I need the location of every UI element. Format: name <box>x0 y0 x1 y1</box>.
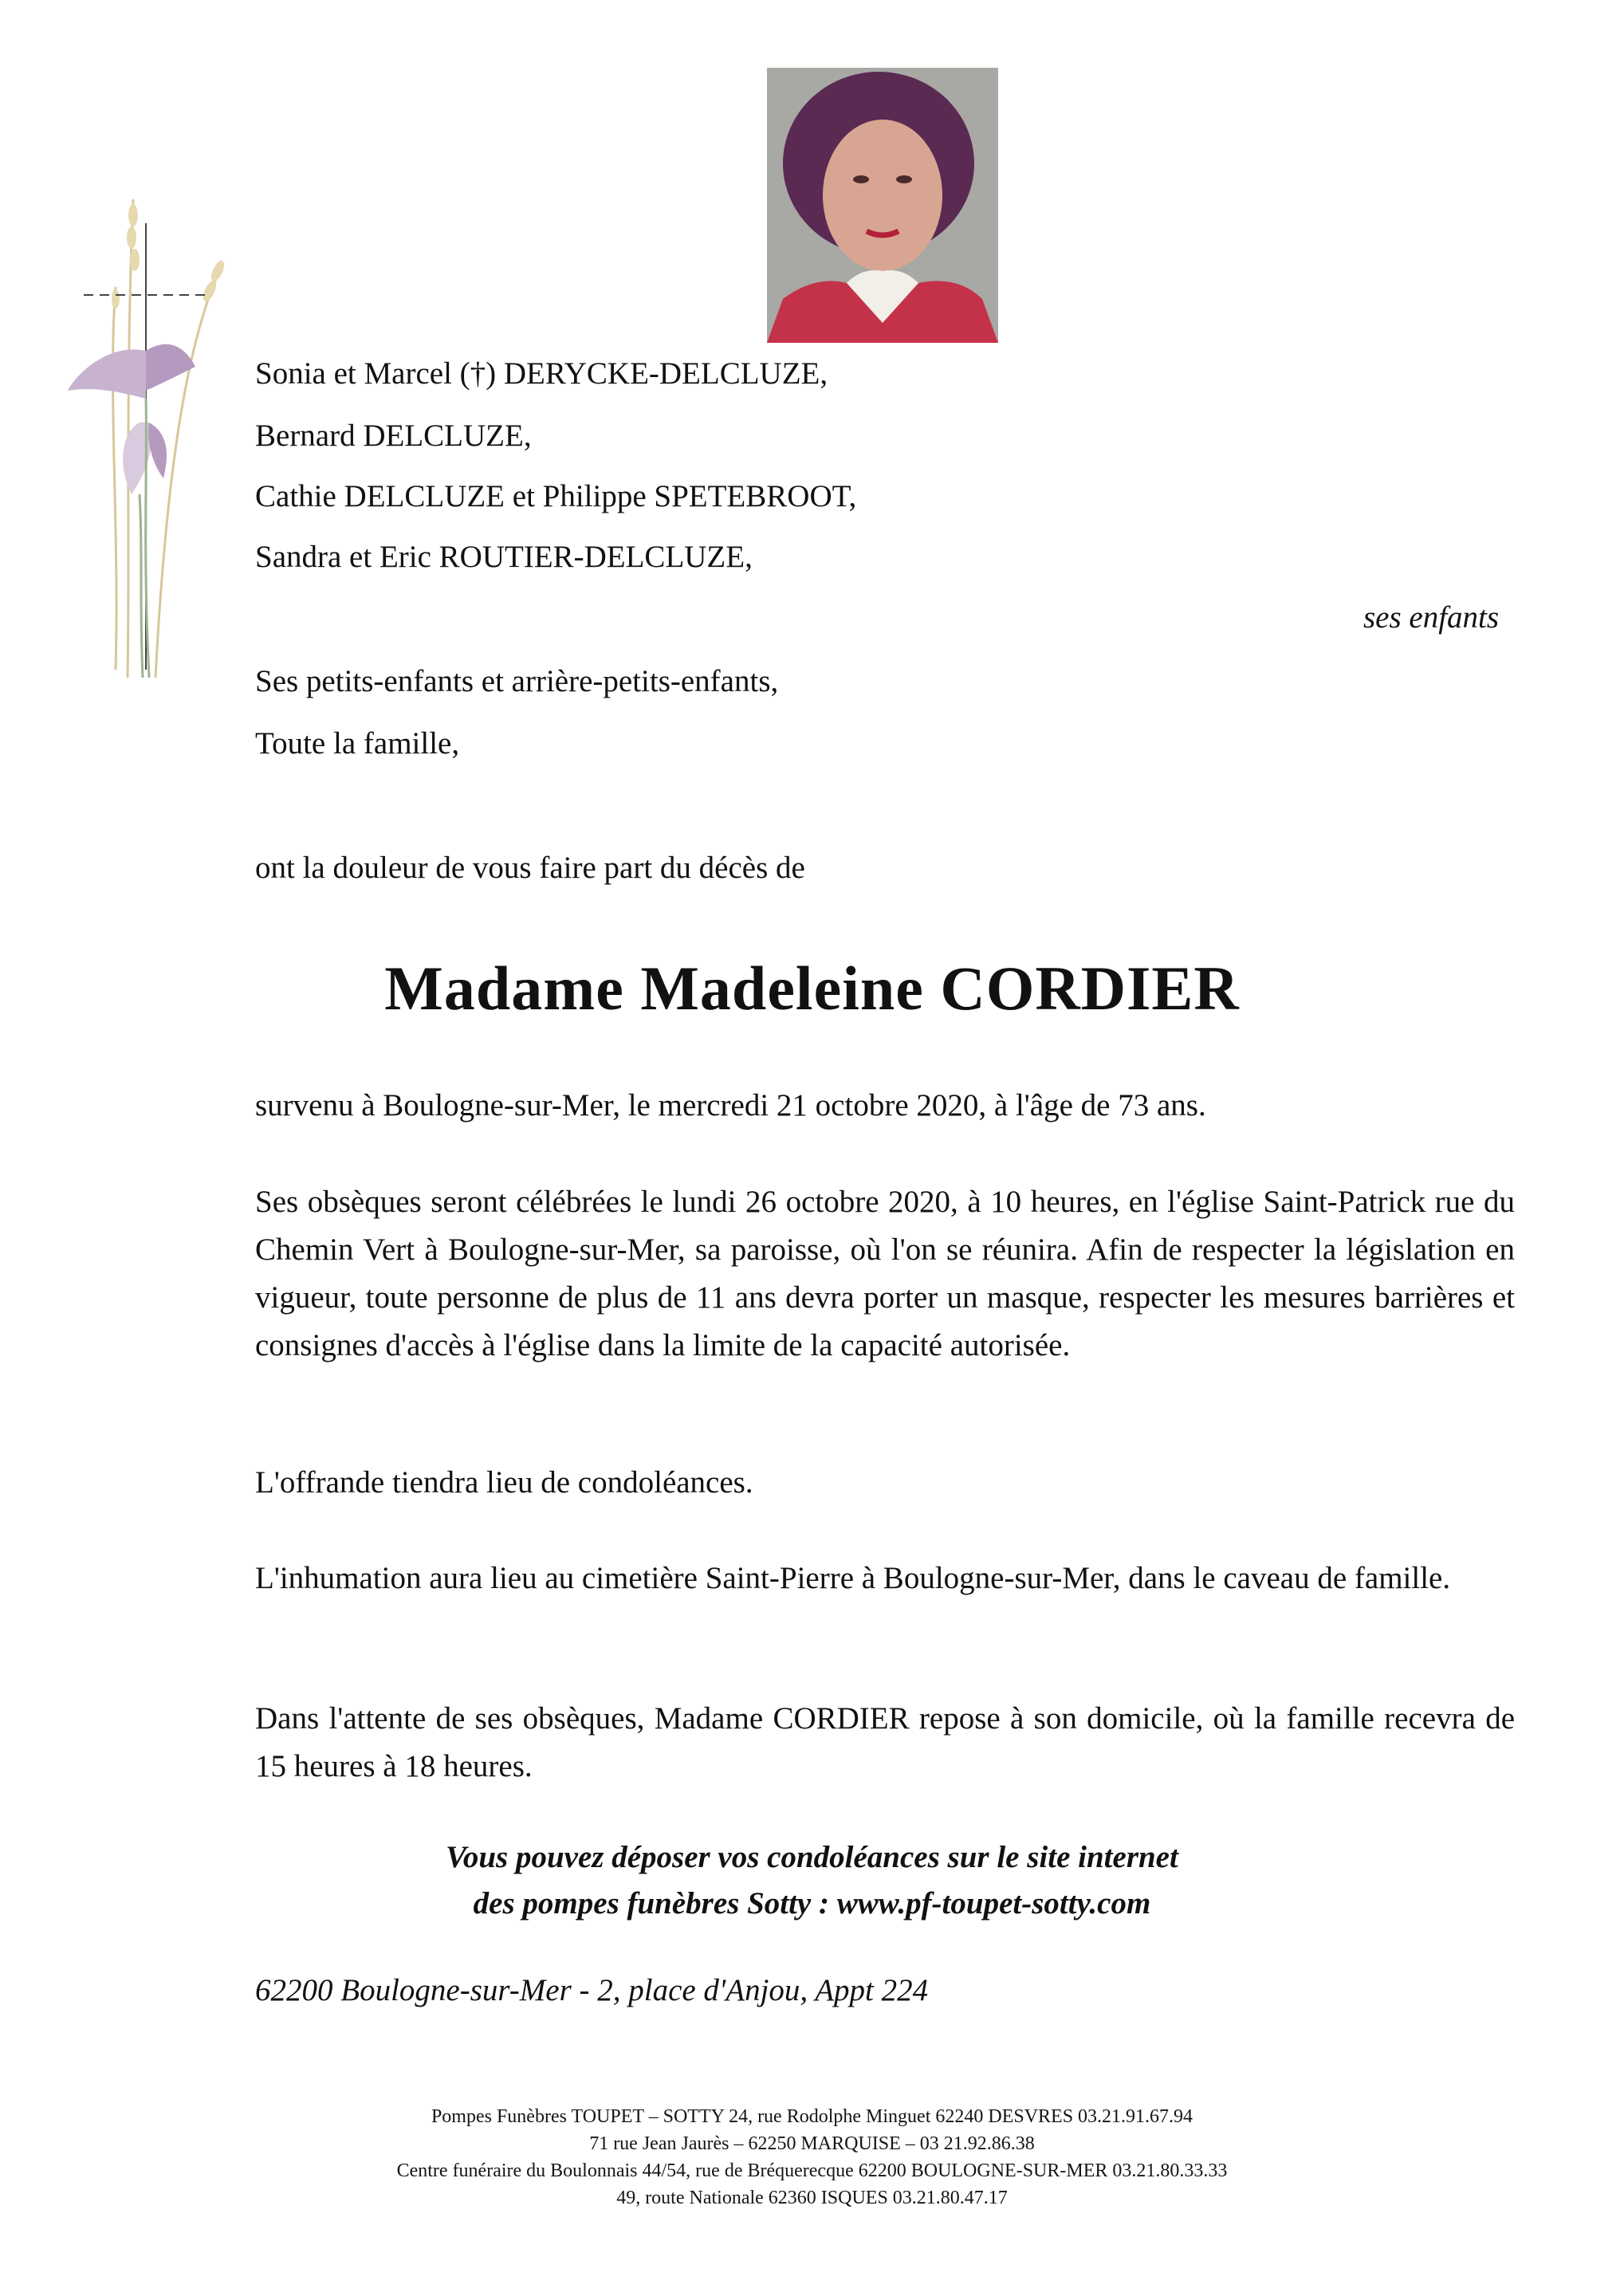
funeral-paragraph: Ses obsèques seront célébrées le lundi 26 octobre 2020, à 10 heures, en l'église Saint-Patrick rue du Chemin Vert à Boulogne-sur-Mer, sa paroisse, où l'on se réunira. Afin de respecter la législation en vigueur, toute personne de plus de 11 ans devra porter un masque, respecter les mesures barrières et consignes d'accès à l'église dans la limite de la capacité autorisée. <box>255 1185 1515 1362</box>
deceased-name: Madame Madeleine CORDIER <box>384 953 1240 1023</box>
address: 62200 Boulogne-sur-Mer - 2, place d'Anjou, Appt 224 <box>255 1973 929 2007</box>
children-role: ses enfants <box>1363 600 1500 635</box>
footer-line-1: Pompes Funèbres TOUPET – SOTTY 24, rue Rodolphe Minguet 62240 DESVRES 03.21.91.67.94 <box>431 2106 1193 2127</box>
burial-paragraph: L'inhumation aura lieu au cimetière Saint-Pierre à Boulogne-sur-Mer, dans le caveau de famille. <box>255 1561 1451 1595</box>
offering-paragraph: L'offrande tiendra lieu de condoléances. <box>255 1465 753 1500</box>
footer-line-4: 49, route Nationale 62360 ISQUES 03.21.80.47.17 <box>616 2188 1008 2208</box>
footer-line-3: Centre funéraire du Boulonnais 44/54, rue de Bréquerecque 62200 BOULOGNE-SUR-MER 03.21.80.33.33 <box>396 2160 1228 2181</box>
announcement: ont la douleur de vous faire part du décès de <box>255 851 805 885</box>
death-info: survenu à Boulogne-sur-Mer, le mercredi 21 octobre 2020, à l'âge de 73 ans. <box>255 1088 1206 1122</box>
family-line-4: Sandra et Eric ROUTIER-DELCLUZE, <box>255 540 753 574</box>
family-line-3: Cathie DELCLUZE et Philippe SPETEBROOT, <box>255 479 857 513</box>
family-line-2: Bernard DELCLUZE, <box>255 419 532 453</box>
family-line: Toute la famille, <box>255 726 460 761</box>
visitation-paragraph: Dans l'attente de ses obsèques, Madame CORDIER repose à son domicile, où la famille recevra de 15 heures à 18 heures. <box>255 1701 1515 1783</box>
condolences-line-2: des pompes funèbres Sotty : www.pf-toupet-sotty.com <box>473 1886 1151 1921</box>
footer-line-2: 71 rue Jean Jaurès – 62250 MARQUISE – 03 21.92.86.38 <box>589 2133 1035 2154</box>
family-line-1: Sonia et Marcel (†) DERYCKE-DELCLUZE, <box>255 356 828 391</box>
grandchildren-line: Ses petits-enfants et arrière-petits-enfants, <box>255 664 779 698</box>
condolences-line-1: Vous pouvez déposer vos condoléances sur le site internet <box>446 1840 1178 1874</box>
portrait-photo <box>767 68 998 343</box>
cross-lily-ornament <box>60 191 243 686</box>
